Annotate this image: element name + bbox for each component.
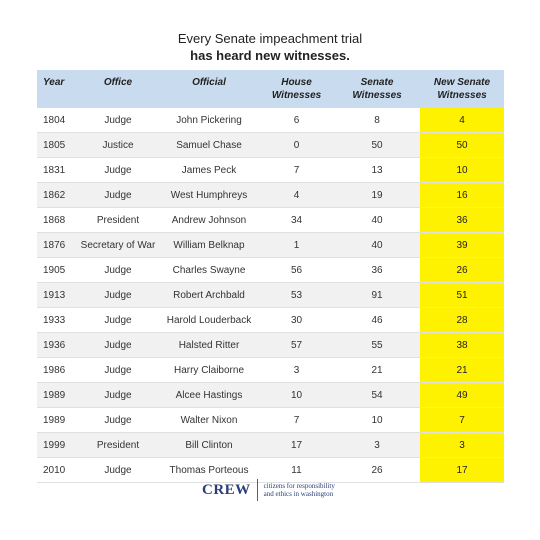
house-witnesses-cell: 7 (259, 158, 334, 183)
table-row (37, 233, 504, 258)
official-cell: Walter Nixon (159, 408, 259, 433)
table-row (37, 333, 504, 358)
house-witnesses-cell: 0 (259, 133, 334, 158)
title-line-2: has heard new witnesses. (190, 48, 350, 63)
column-header-line-1: Year (43, 77, 65, 88)
year-cell: 1862 (37, 183, 77, 208)
column-header-line-2: Witnesses (271, 90, 322, 101)
logo-tagline (264, 482, 335, 498)
new-senate-witnesses-cell: 49 (420, 383, 504, 408)
office-cell: Judge (77, 108, 159, 133)
house-witnesses-cell: 17 (259, 433, 334, 458)
column-header-line-2: Witnesses (437, 90, 487, 101)
table-row (37, 283, 504, 308)
crew-logo (202, 477, 335, 503)
senate-witnesses-cell: 40 (334, 233, 420, 258)
year-cell: 1986 (37, 358, 77, 383)
column-header-senate-witnesses (334, 70, 420, 108)
house-witnesses-cell: 1 (259, 233, 334, 258)
office-cell: Judge (77, 258, 159, 283)
column-header-office (77, 70, 159, 108)
house-witnesses-cell: 53 (259, 283, 334, 308)
senate-witnesses-cell: 26 (334, 458, 420, 483)
office-cell: Judge (77, 158, 159, 183)
table-row (37, 433, 504, 458)
senate-witnesses-cell: 50 (334, 133, 420, 158)
year-cell: 1805 (37, 133, 77, 158)
new-senate-witnesses-cell: 7 (420, 408, 504, 433)
official-cell: James Peck (159, 158, 259, 183)
table-row (37, 158, 504, 183)
year-cell: 1936 (37, 333, 77, 358)
year-cell: 1989 (37, 383, 77, 408)
senate-witnesses-cell: 40 (334, 208, 420, 233)
column-header-official (159, 70, 259, 108)
official-cell: Thomas Porteous (159, 458, 259, 483)
senate-witnesses-cell: 13 (334, 158, 420, 183)
table-row (37, 308, 504, 333)
logo-divider (257, 479, 258, 501)
house-witnesses-cell: 34 (259, 208, 334, 233)
house-witnesses-cell: 30 (259, 308, 334, 333)
new-senate-witnesses-cell: 4 (420, 108, 504, 133)
office-cell: President (77, 433, 159, 458)
house-witnesses-cell: 56 (259, 258, 334, 283)
office-cell: Judge (77, 383, 159, 408)
office-cell: Judge (77, 458, 159, 483)
official-cell: Halsted Ritter (159, 333, 259, 358)
new-senate-witnesses-cell: 50 (420, 133, 504, 158)
year-cell: 1999 (37, 433, 77, 458)
chart-title (0, 30, 540, 64)
year-cell: 2010 (37, 458, 77, 483)
logo-mark: CREW (202, 481, 251, 498)
official-cell: Bill Clinton (159, 433, 259, 458)
new-senate-witnesses-cell: 39 (420, 233, 504, 258)
new-senate-witnesses-cell: 51 (420, 283, 504, 308)
year-cell: 1905 (37, 258, 77, 283)
new-senate-witnesses-cell: 38 (420, 333, 504, 358)
senate-witnesses-cell: 19 (334, 183, 420, 208)
year-cell: 1876 (37, 233, 77, 258)
office-cell: Judge (77, 308, 159, 333)
year-cell: 1913 (37, 283, 77, 308)
official-cell: Andrew Johnson (159, 208, 259, 233)
table-row (37, 383, 504, 408)
column-header-year (37, 70, 77, 108)
table-row (37, 108, 504, 133)
new-senate-witnesses-cell: 17 (420, 458, 504, 483)
column-header-line-1: Official (192, 77, 226, 88)
year-cell: 1933 (37, 308, 77, 333)
office-cell: Judge (77, 283, 159, 308)
house-witnesses-cell: 4 (259, 183, 334, 208)
house-witnesses-cell: 10 (259, 383, 334, 408)
official-cell: Charles Swayne (159, 258, 259, 283)
table-row (37, 408, 504, 433)
table-row (37, 258, 504, 283)
table-row (37, 358, 504, 383)
official-cell: William Belknap (159, 233, 259, 258)
senate-witnesses-cell: 21 (334, 358, 420, 383)
house-witnesses-cell: 7 (259, 408, 334, 433)
new-senate-witnesses-cell: 21 (420, 358, 504, 383)
new-senate-witnesses-cell: 26 (420, 258, 504, 283)
column-header-line-1: Senate (360, 77, 394, 88)
column-header-line-2: Witnesses (352, 90, 402, 101)
senate-witnesses-cell: 54 (334, 383, 420, 408)
house-witnesses-cell: 3 (259, 358, 334, 383)
senate-witnesses-cell: 46 (334, 308, 420, 333)
office-cell: President (77, 208, 159, 233)
office-cell: Judge (77, 333, 159, 358)
senate-witnesses-cell: 3 (334, 433, 420, 458)
official-cell: Alcee Hastings (159, 383, 259, 408)
official-cell: Harold Louderback (159, 308, 259, 333)
new-senate-witnesses-cell: 16 (420, 183, 504, 208)
column-header-house-witnesses (259, 70, 334, 108)
column-header-new-senate-witnesses (420, 70, 504, 108)
house-witnesses-cell: 57 (259, 333, 334, 358)
house-witnesses-cell: 11 (259, 458, 334, 483)
office-cell: Judge (77, 408, 159, 433)
house-witnesses-cell: 6 (259, 108, 334, 133)
table-header (37, 70, 504, 108)
table-row (37, 208, 504, 233)
senate-witnesses-cell: 55 (334, 333, 420, 358)
column-header-line-1: Office (103, 77, 133, 88)
new-senate-witnesses-cell: 28 (420, 308, 504, 333)
senate-witnesses-cell: 10 (334, 408, 420, 433)
logo-tagline-line-2: and ethics in washington (263, 490, 334, 498)
official-cell: Robert Archbald (159, 283, 259, 308)
new-senate-witnesses-cell: 36 (420, 208, 504, 233)
table-row (37, 133, 504, 158)
year-cell: 1831 (37, 158, 77, 183)
official-cell: West Humphreys (159, 183, 259, 208)
column-header-line-1: House (281, 77, 312, 88)
office-cell: Justice (77, 133, 159, 158)
senate-witnesses-cell: 36 (334, 258, 420, 283)
official-cell: Samuel Chase (159, 133, 259, 158)
logo-tagline-line-1: citizens for responsibility (263, 482, 335, 490)
impeachment-witness-table (37, 70, 504, 483)
office-cell: Secretary of War (77, 233, 159, 258)
office-cell: Judge (77, 183, 159, 208)
senate-witnesses-cell: 8 (334, 108, 420, 133)
year-cell: 1868 (37, 208, 77, 233)
office-cell: Judge (77, 358, 159, 383)
header-row (37, 70, 504, 108)
table-body (37, 108, 504, 483)
year-cell: 1989 (37, 408, 77, 433)
title-line-1: Every Senate impeachment trial (177, 31, 363, 46)
column-header-line-1: New Senate (433, 77, 491, 88)
year-cell: 1804 (37, 108, 77, 133)
new-senate-witnesses-cell: 3 (420, 433, 504, 458)
senate-witnesses-cell: 91 (334, 283, 420, 308)
official-cell: Harry Claiborne (159, 358, 259, 383)
official-cell: John Pickering (159, 108, 259, 133)
new-senate-witnesses-cell: 10 (420, 158, 504, 183)
table-row (37, 183, 504, 208)
